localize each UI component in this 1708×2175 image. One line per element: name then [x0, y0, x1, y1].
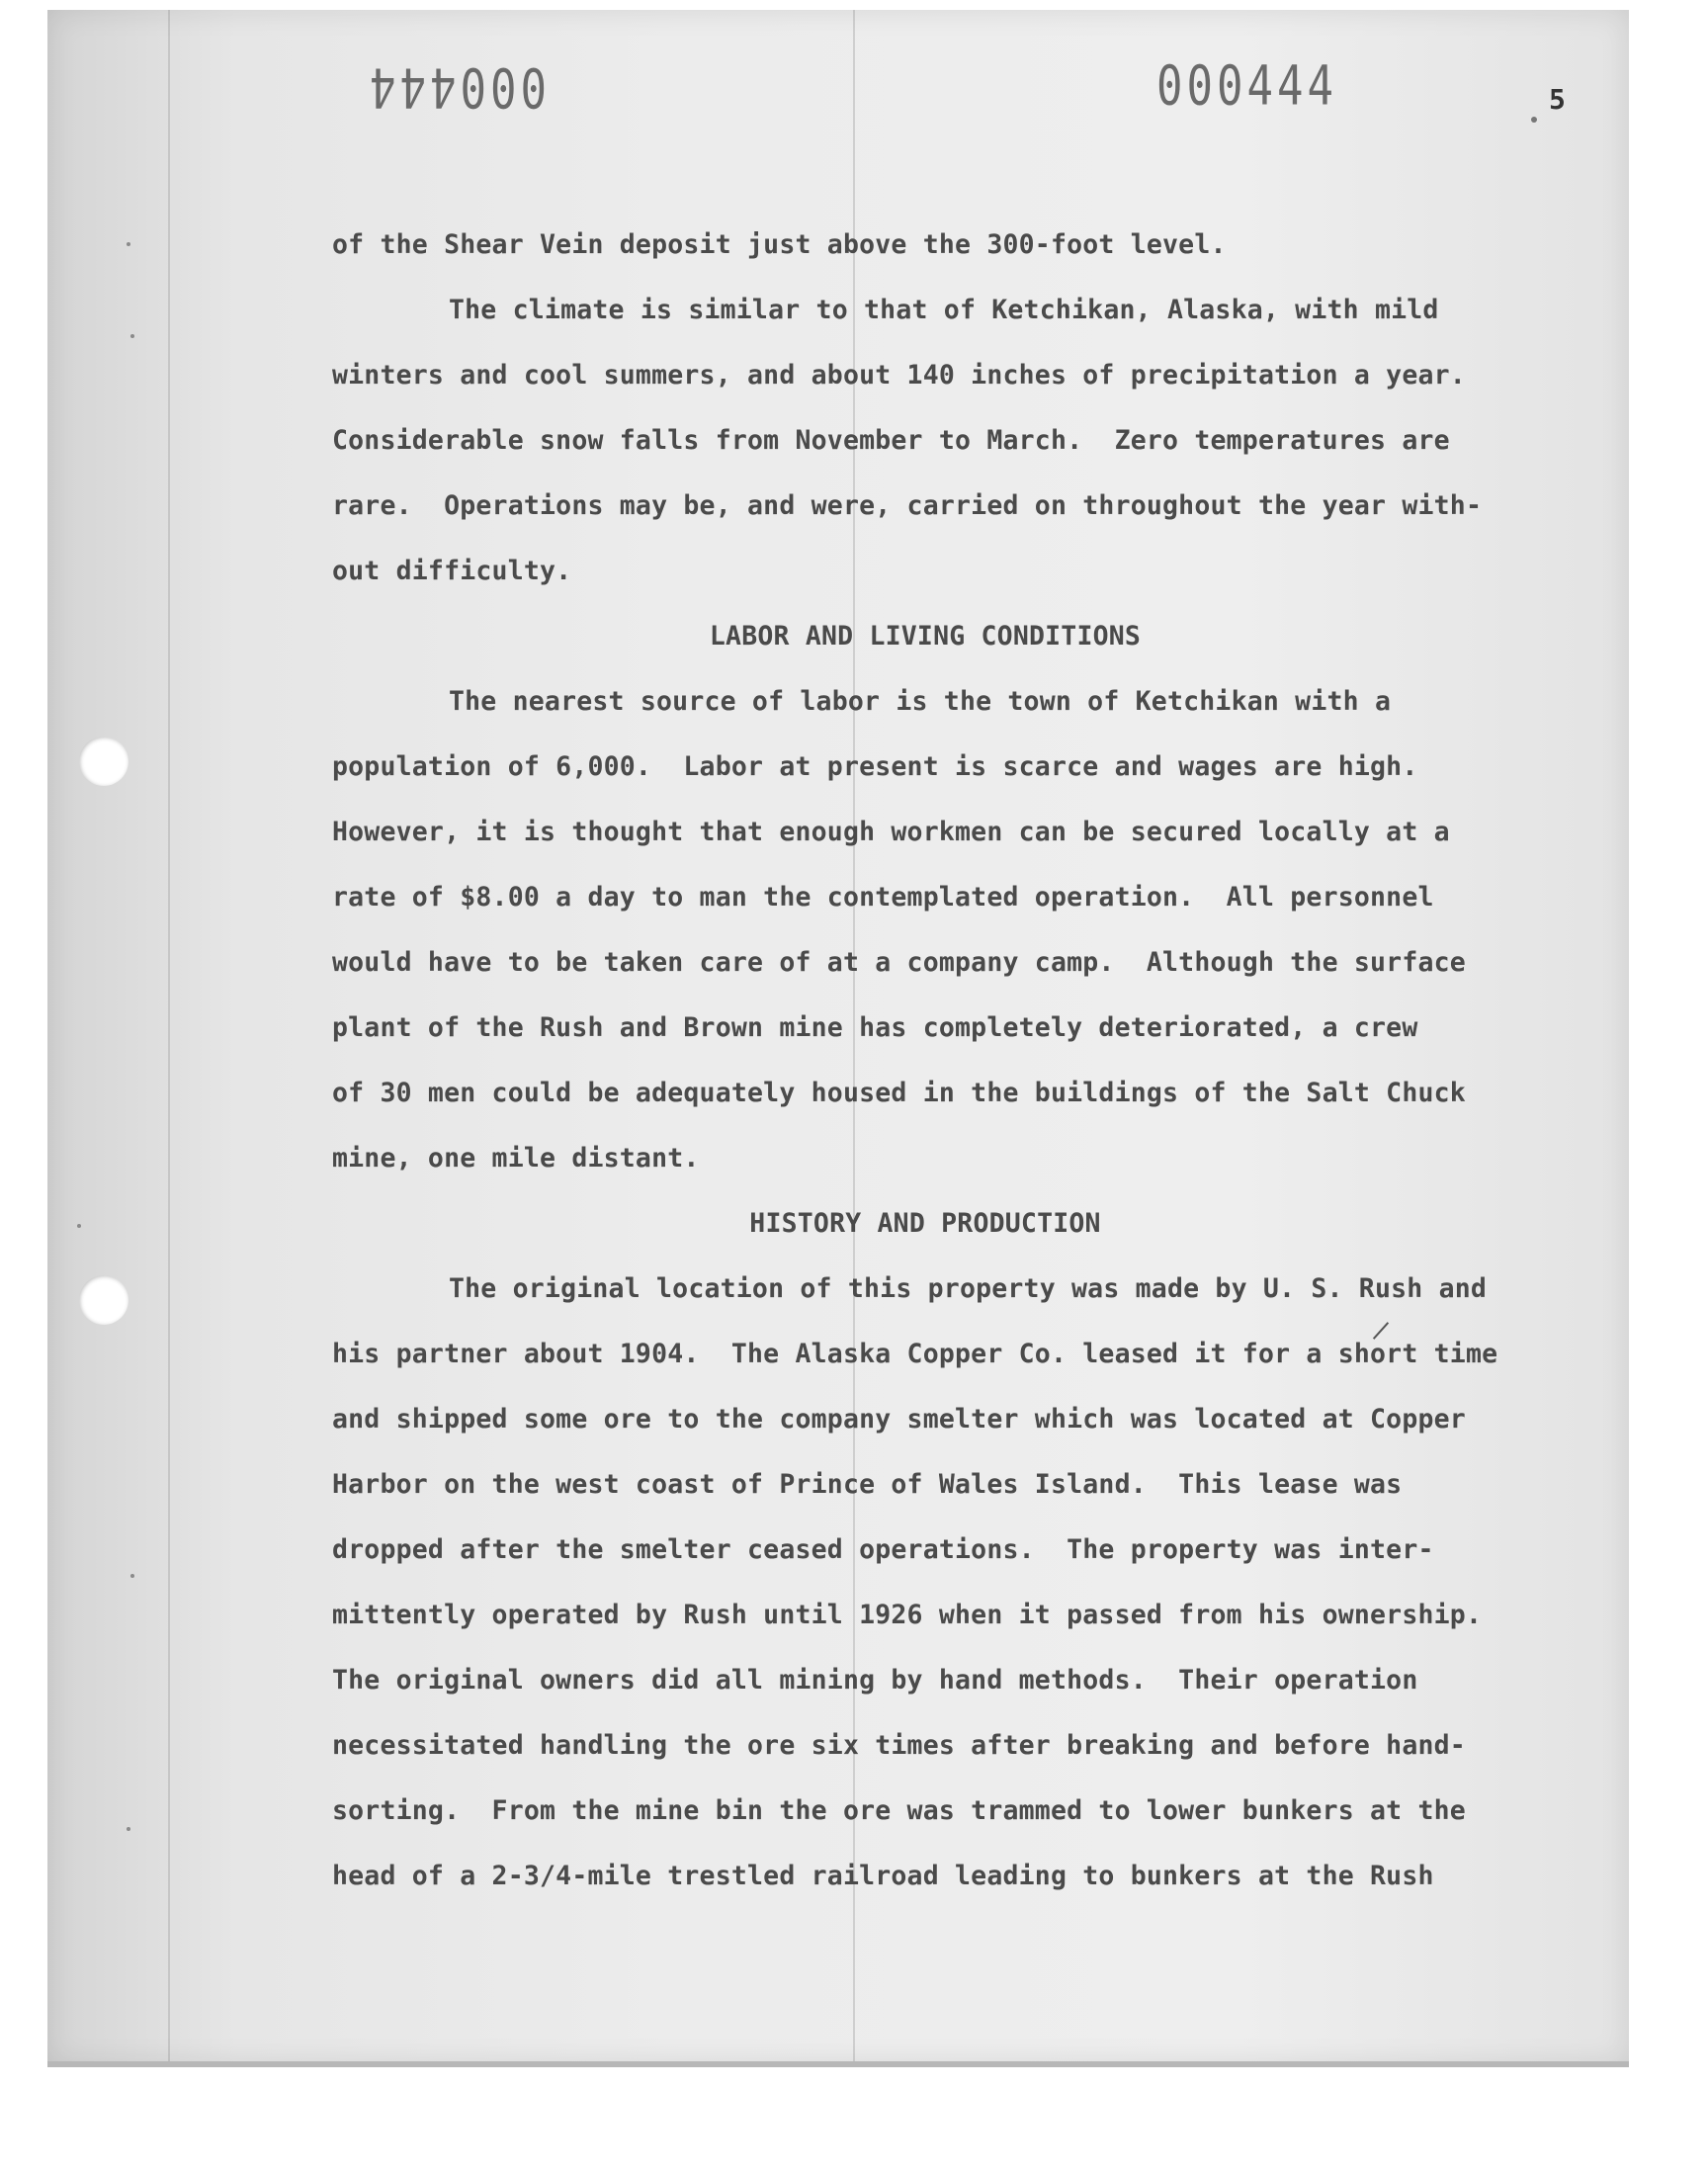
text-line: would have to be taken care of at a company camp. Although the surface [332, 947, 1466, 978]
text-line: head of a 2-3/4-mile trestled railroad leading to bunkers at the Rush [332, 1861, 1434, 1891]
text-line: sorting. From the mine bin the ore was trammed to lower bunkers at the [332, 1795, 1466, 1826]
speck [130, 334, 134, 338]
text-line: his partner about 1904. The Alaska Copper Co. leased it for a short time [332, 1339, 1498, 1369]
speck [130, 1574, 134, 1578]
text-line: The nearest source of labor is the town of Ketchikan with a [449, 686, 1392, 717]
section-heading: HISTORY AND PRODUCTION [749, 1208, 1101, 1239]
text-line: mittently operated by Rush until 1926 when it passed from his ownership. [332, 1600, 1483, 1630]
text-line: However, it is thought that enough workmen can be secured locally at a [332, 817, 1450, 847]
text-line: winters and cool summers, and about 140 inches of precipitation a year. [332, 360, 1466, 391]
text-line: Harbor on the west coast of Prince of Wales Island. This lease was [332, 1469, 1403, 1500]
speck [127, 242, 130, 246]
text-line: plant of the Rush and Brown mine has completely deteriorated, a crew [332, 1012, 1418, 1043]
fold-line [168, 10, 170, 2064]
text-line: and shipped some ore to the company smelter which was located at Copper [332, 1404, 1466, 1435]
text-line: The original location of this property was made by U. S. Rush and [449, 1273, 1488, 1304]
ink-dot [1531, 117, 1537, 123]
punch-hole [79, 737, 128, 786]
speck [127, 1827, 130, 1831]
punch-hole [79, 1275, 128, 1325]
section-heading: LABOR AND LIVING CONDITIONS [709, 621, 1142, 652]
speck [77, 1224, 81, 1228]
text-line: of the Shear Vein deposit just above the 300-foot level. [332, 229, 1227, 260]
text-line: Considerable snow falls from November to March. Zero temperatures are [332, 425, 1450, 456]
text-line: dropped after the smelter ceased operations. The property was inter- [332, 1534, 1434, 1565]
text-line: necessitated handling the ore six times after breaking and before hand- [332, 1730, 1466, 1761]
text-line: of 30 men could be adequately housed in the buildings of the Salt Chuck [332, 1078, 1466, 1108]
text-line: out difficulty. [332, 556, 572, 586]
text-line: rate of $8.00 a day to man the contemplated operation. All personnel [332, 882, 1434, 913]
page-edge [47, 2061, 1629, 2067]
text-line: rare. Operations may be, and were, carried on throughout the year with- [332, 490, 1483, 521]
document-stamp-inverted: 000444 [366, 54, 547, 119]
document-body [332, 213, 1548, 1909]
document-stamp: 000444 [1156, 54, 1337, 119]
text-line: population of 6,000. Labor at present is scarce and wages are high. [332, 751, 1418, 782]
text-line: mine, one mile distant. [332, 1143, 700, 1174]
text-line: The original owners did all mining by hand methods. Their operation [332, 1665, 1418, 1696]
page-number: 5 [1549, 83, 1566, 116]
text-line: The climate is similar to that of Ketchikan, Alaska, with mild [449, 295, 1439, 325]
